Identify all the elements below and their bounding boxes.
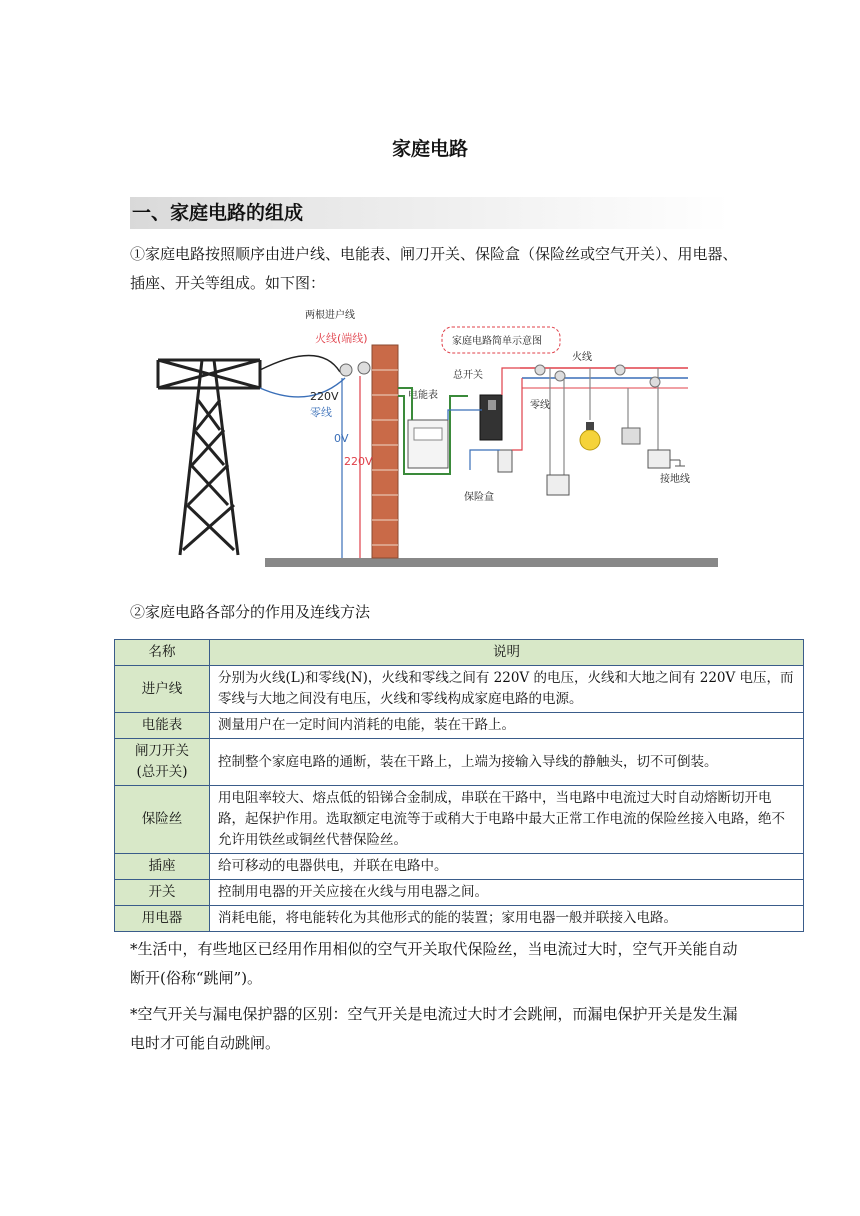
intro-paragraph: ①家庭电路按照顺序由进户线、电能表、闸刀开关、保险盒（保险丝或空气开关）、用电器、插座、开关等组成。如下图： [130, 245, 738, 292]
label-live: 火线(端线) [315, 332, 368, 345]
label-fuse-box: 保险盒 [464, 492, 494, 503]
section-heading: 一、家庭电路的组成 [130, 197, 730, 229]
table-row [115, 666, 804, 713]
row-desc: 控制用电器的开关应接在火线与用电器之间。 [210, 880, 804, 906]
row-desc: 分别为火线(L)和零线(N)，火线和零线之间有 220V 的电压，火线和大地之间有 220V 电压，而零线与大地之间没有电压，火线和零线构成家庭电路的电源。 [210, 666, 804, 713]
row-name: 进户线 [115, 666, 210, 713]
power-tower [158, 360, 260, 555]
insulator-right [358, 362, 370, 374]
row-name: 用电器 [115, 906, 210, 932]
label-220v-b: 220V [344, 455, 373, 468]
socket [547, 475, 569, 495]
row-desc: 给可移动的电器供电，并联在电路中。 [210, 854, 804, 880]
label-neutral-2: 零线 [530, 400, 550, 411]
fuse-box [498, 450, 512, 472]
row-name: 闸刀开关 (总开关) [115, 739, 210, 786]
live-wire-incoming [260, 355, 340, 372]
table-row [115, 739, 804, 786]
row-desc: 消耗电能，将电能转化为其他形式的能的装置；家用电器一般并联接入电路。 [210, 906, 804, 932]
note-air-switch: *生活中，有些地区已经用作用相似的空气开关取代保险丝，当电流过大时，空气开关能自动断开(俗称“跳闸”)。 [130, 940, 738, 987]
table-row [115, 854, 804, 880]
parts-subtitle: ②家庭电路各部分的作用及连线方法 [130, 603, 371, 621]
row-desc: 用电阻率较大、熔点低的铅锑合金制成，串联在干路中，当电路中电流过大时自动熔断切开电路，起保护作用。选取额定电流等于或稍大于电路中最大正常工作电流的保险丝接入电路，绝不允许用铁丝或铜丝代替保险丝。 [210, 786, 804, 854]
page-title: 家庭电路 [391, 138, 468, 160]
table-row [115, 880, 804, 906]
row-name: 插座 [115, 854, 210, 880]
household-circuit-diagram [150, 300, 730, 570]
table-header-name: 名称 [115, 640, 210, 666]
parts-table [114, 639, 804, 932]
label-main-switch: 总开关 [453, 370, 483, 381]
table-row [115, 713, 804, 739]
wall-switch [622, 428, 640, 444]
grounded-socket [648, 450, 670, 468]
row-name: 保险丝 [115, 786, 210, 854]
label-0v: 0V [334, 432, 349, 445]
table-header-desc: 说明 [210, 640, 804, 666]
row-desc: 控制整个家庭电路的通断，装在干路上，上端为接输入导线的静触头，切不可倒装。 [210, 739, 804, 786]
table-row [115, 906, 804, 932]
label-incoming: 两根进户线 [305, 310, 355, 321]
label-neutral: 零线 [310, 406, 332, 419]
table-header-row [115, 640, 804, 666]
row-name: 电能表 [115, 713, 210, 739]
label-meter: 电能表 [408, 390, 438, 401]
electric-meter [408, 420, 448, 468]
ground-bar [265, 558, 718, 567]
label-ground: 接地线 [660, 474, 690, 485]
row-desc: 测量用户在一定时间内消耗的电能，装在干路上。 [210, 713, 804, 739]
lamp [580, 430, 600, 450]
note-leakage-protector: *空气开关与漏电保护器的区别：空气开关是电流过大时才会跳闸，而漏电保护开关是发生漏电时才可能自动跳闸。 [130, 1005, 738, 1052]
label-live-2: 火线 [572, 352, 592, 363]
insulator-left [340, 364, 352, 376]
label-sketch: 家庭电路简单示意图 [452, 336, 542, 347]
brick-pillar [372, 345, 398, 558]
label-220v-a: 220V [310, 390, 339, 403]
row-name: 开关 [115, 880, 210, 906]
table-row [115, 786, 804, 854]
